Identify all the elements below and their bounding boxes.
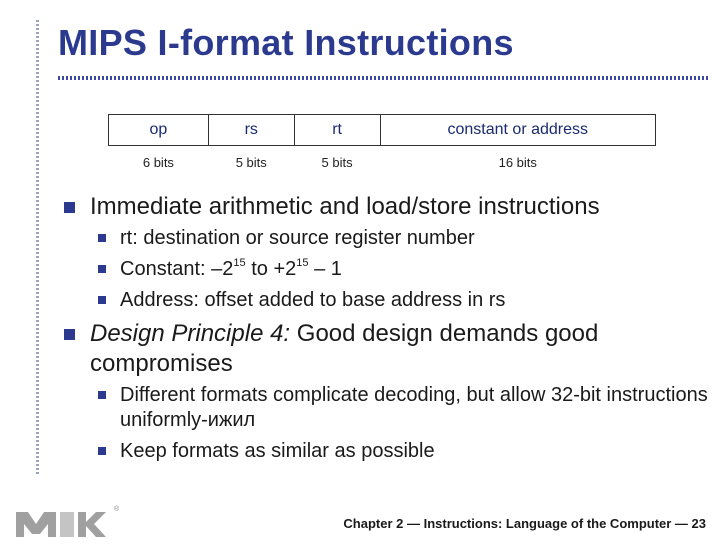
field-op: op xyxy=(109,115,209,146)
sub-bullet-address: Address: offset added to base address in rs xyxy=(98,288,714,313)
publisher-logo xyxy=(14,504,126,538)
bits-op: 6 bits xyxy=(142,154,174,170)
page-title: MIPS I-format Instructions xyxy=(58,22,514,63)
footer-chapter: Chapter 2 — Instructions: Language of the Computer — 23 xyxy=(343,516,706,531)
field-rs: rs xyxy=(208,115,294,146)
svg-text:®: ® xyxy=(114,506,120,513)
design-principle-text: Good design demands good compromises xyxy=(90,320,599,377)
bullet-immediate: Immediate arithmetic and load/store instructions xyxy=(64,192,714,222)
field-rt: rt xyxy=(294,115,380,146)
field-row xyxy=(109,115,656,146)
bullet-list xyxy=(64,192,714,470)
bits-rs: 5 bits xyxy=(235,154,267,170)
field-constant: constant or address xyxy=(380,115,656,146)
bits-constant: 16 bits xyxy=(498,154,537,170)
bits-row xyxy=(109,146,656,178)
bits-rt: 5 bits xyxy=(321,154,353,170)
constant-text-a: Constant: –2 xyxy=(120,258,234,280)
bullet-design-principle xyxy=(64,319,714,379)
i-format-table xyxy=(108,114,656,177)
sub-bullet-constant xyxy=(98,257,714,282)
constant-exp-2: 15 xyxy=(296,257,309,269)
design-principle-label: Design Principle 4: xyxy=(90,320,291,347)
constant-text-b: to +2 xyxy=(245,258,297,280)
sub-bullet-similar: Keep formats as similar as possible xyxy=(98,439,714,464)
left-decorative-bar xyxy=(36,20,39,476)
title-rule xyxy=(58,76,708,80)
sub-bullet-rt: rt: destination or source register number xyxy=(98,226,714,251)
constant-text-c: – 1 xyxy=(308,258,342,280)
sub-bullet-formats: Different formats complicate decoding, but allow 32-bit instructions uniformly-ижил xyxy=(98,383,714,433)
constant-exp-1: 15 xyxy=(233,257,246,269)
